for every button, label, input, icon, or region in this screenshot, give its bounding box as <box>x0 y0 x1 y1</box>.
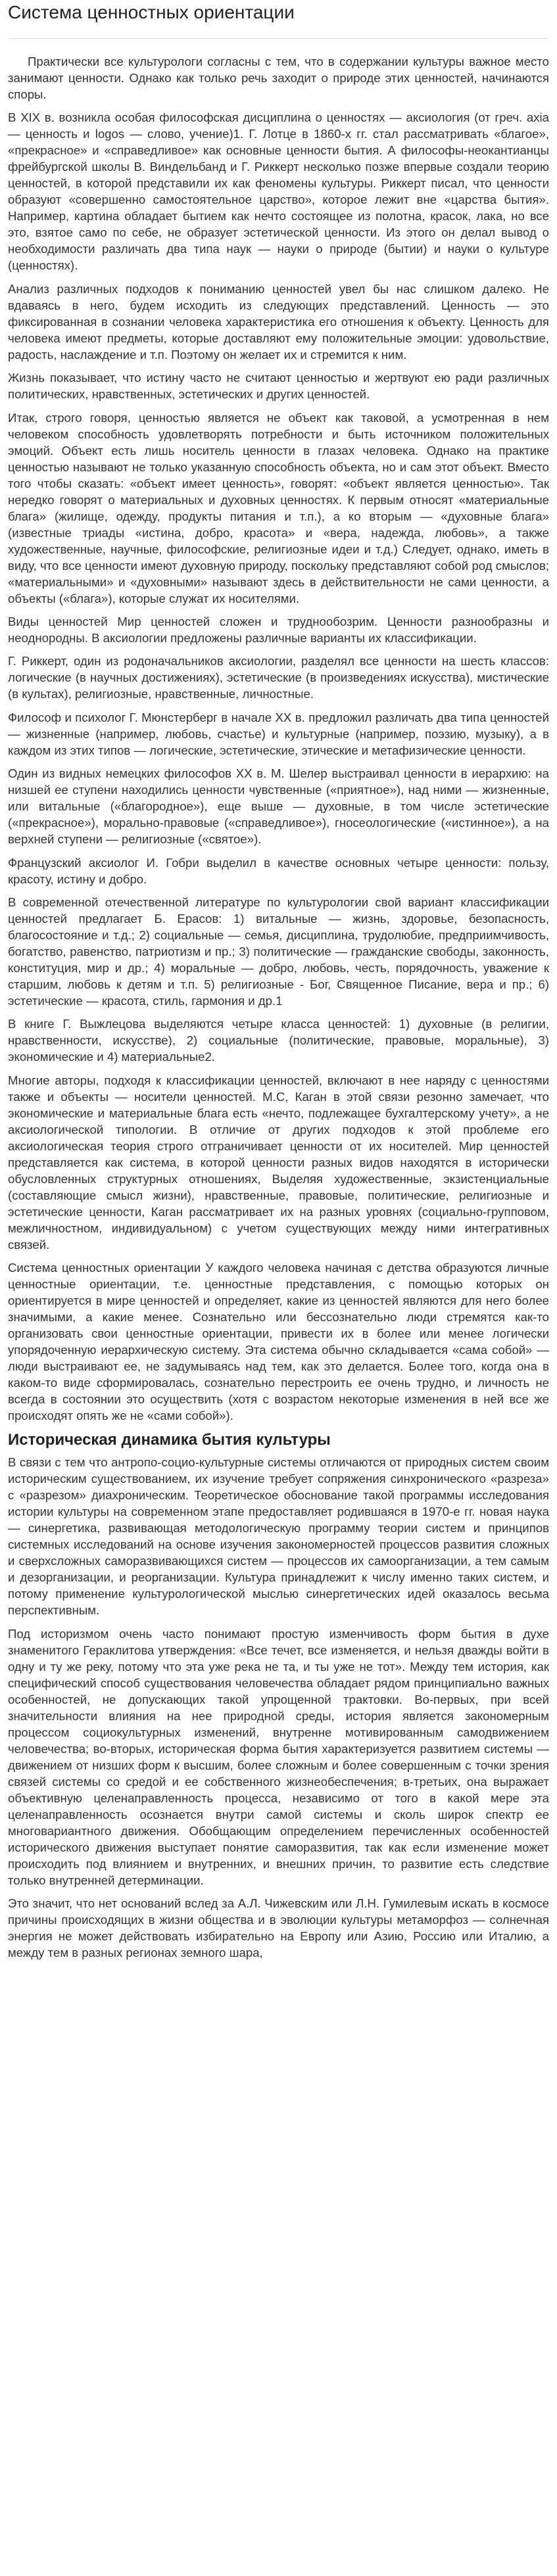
paragraph: Философ и психолог Г. Мюнстерберг в начале XX в. предложил различать два типа ценностей — жизненные (например, любовь, счастье) и культурные (например, поэзию, музыку), а в каждом из этих типов — логические, эстетические, этические и метафизические ценности. <box>8 710 549 757</box>
article-section-1 <box>8 53 549 1424</box>
paragraph: Один из видных немецких философов XX в. М. Шелер выстраивал ценности в иерархию: на низшей ее ступени находились ценности чувственные («приятное»), над ними — жизненные, или витальные («благородное»), еще выше — духовные, в том числе эстетические («прекрасное»), морально-правовые («справедливое»), гносеологические («истинное»), а на верхней ступени — религиозные («святое»). <box>8 766 549 847</box>
article-section-2 <box>8 1454 549 1961</box>
paragraph: Французский аксиолог И. Гобри выделил в качестве основных четыре ценности: пользу, красоту, истину и добро. <box>8 855 549 886</box>
paragraph: В связи с тем что антропо-социо-культурные системы отличаются от природных систем своим историческим существованием, их изучение требует сопряжения синхронического «разреза» с «разрезом» диахроническим. Теоретическое обоснование такой программы исследования истории культуры на современном этапе предоставляет родившаяся в 1970-е гг. новая наука — синергетика, развивающая методологическую программу теории систем и принципов системных исследований на основе изучения закономерностей процессов развития сложных и сверхсложных саморазвивающихся систем — процессов их самоорганизации, а тем самым и дезорганизации, и реорганизации. Культура принадлежит к числу именно таких систем, и потому применение культурологической мыслью синергетических идей оказалось весьма перспективным. <box>8 1455 549 1618</box>
paragraph: В книге Г. Выжлецова выделяются четыре класса ценностей: 1) духовные (в религии, нравственности, искусстве), 2) социальные (политические, правовые, моральные), 3) экономические и 4) материальные2. <box>8 1017 549 1064</box>
paragraph: Итак, строго говоря, ценностью является не объект как таковой, а усмотренная в нем человеком способность удовлетворять потребности и быть источником положительных эмоций. Объект есть лишь носитель ценности в глазах человека. Однако на практике ценностью называют не только указанную способность объекта, но и сам этот объект. Вместо того чтобы сказать: «объект имеет ценность», говорят: «объект является ценностью». Так нередко говорят о материальных и духовных ценностях. К первым относят «материальные блага» (жилище, одежду, продукты питания и т.п.), а ко вторым — «духовные блага» (известные триады «истина, добро, красота» и «вера, надежда, любовь», а также художественные, научные, философские, религиозные идеи и т.д.) Следует, однако, иметь в виду, что все ценности имеют духовную природу, поскольку представляют собой род смыслов; «материальными» и «духовными» называют здесь в действительности не сами ценности, а объекты («блага»), которые служат их носителями. <box>8 410 549 605</box>
paragraph: Система ценностных ориентации У каждого человека начиная с детства образуются личные ценностные ориентации, т.е. ценностные представления, с помощью которых он ориентируется в мире ценностей и определяет, какие из ценностей являются для него более значимыми, а какие менее. Сознательно или бессознательно люди стремятся как-то организовать свои ценностные ориентации, привести их в более или менее логически упорядоченную иерархическую систему. Эта система обычно складывается «сама собой» — люди выстраивают ее, не задумываясь над тем, как это делается. Более того, когда она в каком-то виде сформировалась, сознательно перестроить ее очень трудно, и личность не всегда в состоянии это осуществить (хотя с возрастом некоторые изменения в ней все же происходят опять же не «сами собой»). <box>8 1261 549 1423</box>
paragraph: Многие авторы, подходя к классификации ценностей, включают в нее наряду с ценностями также и объекты — носители ценностей. М.С, Каган в этой связи резонно замечает, что экономические и материальные блага есть «нечто, подлежащее бухгалтерскому учету», а не аксиологической типологии. В отличие от других подходов к этой проблеме его аксиологическая теория строго отграничивает ценности от их носителей. Мир ценностей представляется как система, в которой ценности разных видов находятся в исторически обусловленных структурных отношениях, Выделяя художественные, экзистенциальные (составляющие смысл жизни), нравственные, правовые, политические, религиозные и эстетические ценности, Каган рассматривает их на разных уровнях (социально-групповом, межличностном, индивидуальном) с учетом существующих между ними интегративных связей. <box>8 1073 549 1252</box>
paragraph: Виды ценностей Мир ценностей сложен и труднообозрим. Ценности разнообразны и неоднородны. В аксиологии предложены различные варианты их классификации. <box>8 614 549 645</box>
paragraph: Это значит, что нет оснований вслед за А.Л. Чижевским или Л.Н. Гумилевым искать в космосе причины происходящих в жизни общества и в эволюции культуры метаморфоз — солнечная энергия не может действовать избирательно на Европу или Азию, Россию или Италию, а между тем в разных регионах земного шара, <box>8 1896 549 1960</box>
paragraph: В XIX в. возникла особая философская дисциплина о ценностях — аксиология (от греч. axia — ценность и logos — слово, учение)1. Г. Лотце в 1860-х гг. стал рассматривать «благое», «прекрасное» и «справедливое» как основные ценности бытия. А философы-неокантианцы фрейбургской школы В. Виндельбанд и Г. Риккерт несколько позже впервые создали теорию ценностей, в которой представили их как феномены культуры. Риккерт писал, что ценности образуют «совершенно самостоятельное царство», которое лежит вне «царства бытия». Например, картина обладает бытием как нечто состоящее из полотна, красок, лака, но все это, взятое само по себе, не образует эстетической ценности. Из этого он делал вывод о необходимости различать два типа наук — науки о природе (бытии) и науки о культуре (ценностях). <box>8 110 549 273</box>
paragraph: Г. Риккерт, один из родоначальников аксиологии, разделял все ценности на шесть классов: логические (в научных достижениях), эстетические (в произведениях искусства), мистические (в культах), религиозные, нравственные, личностные. <box>8 654 549 701</box>
section-heading: Историческая динамика бытия культуры <box>8 1431 331 1449</box>
page-title: Система ценностных ориентации <box>8 2 295 22</box>
article-body <box>8 53 549 1961</box>
paragraph: Под историзмом очень часто понимают простую изменчивость форм бытия в духе знаменитого Гераклитова утверждения: «Все течет, все изменяется, и нельзя дважды войти в одну и ту же реку, потому что эта уже река не та, и ты уже не тот». Между тем история, как специфический способ существования человечества обладает рядом принципиально важных особенностей, не допускающих такой упрощенной трактовки. Во-первых, при всей значительности влияния на нее природной среды, история является закономерным процессом социокультурных изменений, внутренне мотивированным самодвижением человечества; во-вторых, историческая форма бытия характеризуется развитием системы — движением от низших форм к высшим, более сложным и более совершенным с точки зрения связей системы со средой и ее собственного жизнеобеспечения; в-третьих, она выражает объективную целенаправленность процесса, независимо от того в какой мере эта целенаправленность осознается внутри самой системы и сколь широк спектр ее многовариантного движения. Обобщающим определением перечисленных особенностей исторического движения выступает понятие саморазвития, так как если изменение может происходить под влиянием и внутренних, и внешних причин, то развитие есть следствие только внутренней детерминации. <box>8 1626 549 1887</box>
paragraph: Жизнь показывает, что истину часто не считают ценностью и жертвуют ею ради различных политических, нравственных, эстетических и других ценностей. <box>8 371 549 402</box>
paragraph-intro: Практически все культурологи согласны с тем, что в содержании культуры важное место занимают ценности. Однако как только речь заходит о природе этих ценностей, начинаются споры. <box>8 55 549 101</box>
paragraph: В современной отечественной литературе по культурологии свой вариант классификации ценностей предлагает Б. Ерасов: 1) витальные — жизнь, здоровье, безопасность, благосостояние и т.д.; 2) социальные — семья, дисциплина, трудолюбие, предприимчивость, богатство, равенство, патриотизм и пр.; 3) политические — гражданские свободы, законность, конституция, мир и др.; 4) моральные — добро, любовь, честь, порядочность, уважение к старшим, любовь к детям и т.п. 5) религиозные - Бог, Священное Писание, вера и пр.; 6) эстетические — красота, стиль, гармония и др.1 <box>8 895 549 1008</box>
paragraph: Анализ различных подходов к пониманию ценностей увел бы нас слишком далеко. Не вдаваясь в него, будем исходить из следующих представлений. Ценность — это фиксированная в сознании человека характеристика его отношения к объекту. Ценность для человека имеют предметы, которые доставляют ему положительные эмоции: удовольствие, радость, наслаждение и т.п. Поэтому он желает их и стремится к ним. <box>8 281 549 362</box>
title-divider <box>8 38 549 39</box>
page <box>0 1 557 1961</box>
